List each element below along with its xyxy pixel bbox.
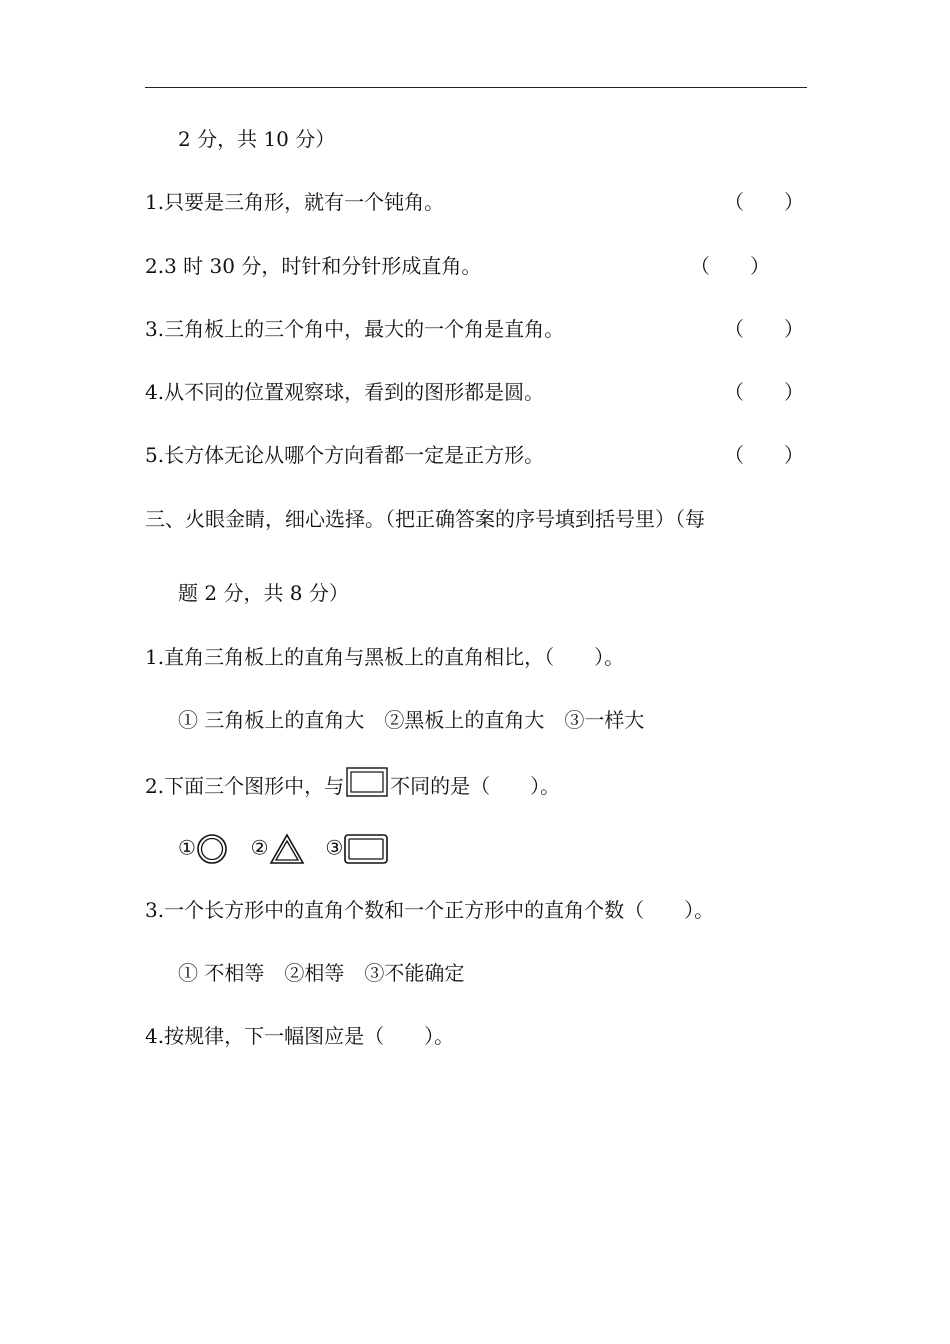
header-rule (145, 87, 807, 88)
section-heading-cont: 题 2 分，共 8 分） (178, 581, 349, 605)
section-heading: 三、火眼金睛，细心选择。（把正确答案的序号填到括号里）（每 (145, 507, 705, 531)
choice-options-1: ① 三角板上的直角大 ②黑板上的直角大 ③一样大 (178, 708, 645, 732)
q2-text-after: 不同的是（ ）。 (390, 774, 561, 798)
judge-item-3: 3.三角板上的三个角中，最大的一个角是直角。 (145, 317, 565, 341)
judge-answer-1[interactable]: （ ） (724, 190, 804, 214)
choice-options-3: ① 不相等 ②相等 ③不能确定 (178, 961, 465, 985)
section-continuation: 2 分，共 10 分） (178, 127, 336, 151)
choice-question-1: 1.直角三角板上的直角与黑板上的直角相比，（ ）。 (145, 645, 625, 669)
option-2-label: ② (250, 835, 269, 860)
choice-options-2 (178, 833, 389, 865)
judge-answer-5[interactable]: （ ） (724, 443, 804, 467)
option-1-label: ① (178, 835, 196, 860)
choice-question-4: 4.按规律，下一幅图应是（ ）。 (145, 1024, 455, 1048)
circle-icon[interactable] (196, 833, 230, 865)
judge-item-2: 2.3 时 30 分，时针和分针形成直角。 (145, 254, 482, 278)
q2-text-before: 2.下面三个图形中，与 (145, 774, 345, 798)
rectangle-option-icon[interactable] (343, 833, 389, 865)
judge-answer-2[interactable]: （ ） (690, 254, 770, 278)
triangle-icon[interactable] (269, 833, 305, 865)
judge-item-4: 4.从不同的位置观察球，看到的图形都是圆。 (145, 380, 545, 404)
judge-item-1: 1.只要是三角形，就有一个钝角。 (145, 190, 445, 214)
judge-item-5: 5.长方体无论从哪个方向看都一定是正方形。 (145, 443, 545, 467)
judge-answer-4[interactable]: （ ） (724, 380, 804, 404)
choice-question-2 (145, 769, 560, 806)
rectangle-icon (346, 767, 388, 804)
judge-answer-3[interactable]: （ ） (724, 317, 804, 341)
choice-question-3: 3.一个长方形中的直角个数和一个正方形中的直角个数（ ）。 (145, 898, 715, 922)
option-3-label: ③ (325, 835, 344, 860)
